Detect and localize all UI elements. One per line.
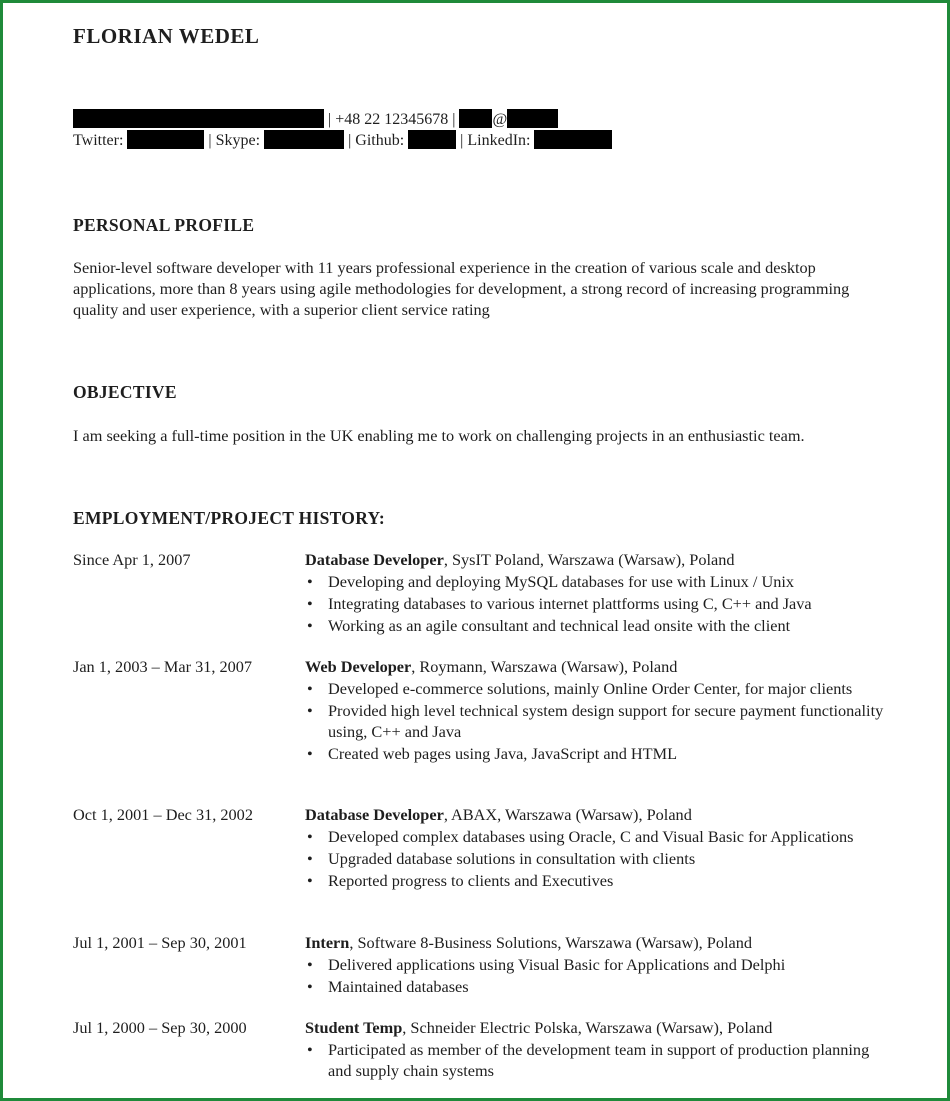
candidate-name: FLORIAN WEDEL <box>73 24 260 48</box>
job-bullet: • Maintained databases <box>305 976 885 997</box>
redacted-skype <box>264 130 344 149</box>
job-date: Oct 1, 2001 – Dec 31, 2002 <box>73 805 253 824</box>
job-role: Intern <box>305 933 350 952</box>
job-bullet: • Created web pages using Java, JavaScript and HTML <box>305 743 885 764</box>
job-bullets <box>305 1039 885 1082</box>
objective-text: I am seeking a full-time position in the UK enabling me to work on challenging projects in an enthusiastic team. <box>73 426 805 445</box>
job-bullet: • Delivered applications using Visual Basic for Applications and Delphi <box>305 954 885 975</box>
job-date: Jul 1, 2000 – Sep 30, 2000 <box>73 1018 247 1037</box>
job-bullet: • Developed complex databases using Oracle, C and Visual Basic for Applications <box>305 826 885 847</box>
job-bullet: • Integrating databases to various internet plattforms using C, C++ and Java <box>305 593 885 614</box>
linkedin-label: | LinkedIn: <box>456 132 535 149</box>
phone-number: | +48 22 12345678 | <box>324 111 460 128</box>
job-company: , ABAX, Warszawa (Warsaw), Poland <box>443 805 692 824</box>
redacted-github <box>408 130 456 149</box>
job-date: Jul 1, 2001 – Sep 30, 2001 <box>73 933 247 952</box>
job-bullet: • Developing and deploying MySQL databases for use with Linux / Unix <box>305 571 885 592</box>
job-title <box>305 657 677 677</box>
job-company: , SysIT Poland, Warszawa (Warsaw), Poland <box>443 550 735 569</box>
job-date: Jan 1, 2003 – Mar 31, 2007 <box>73 657 253 676</box>
job-bullet: • Working as an agile consultant and technical lead onsite with the client <box>305 615 885 636</box>
contact-line-1 <box>73 109 558 130</box>
job-bullets <box>305 826 885 892</box>
job-bullets <box>305 954 885 998</box>
job-date: Since Apr 1, 2007 <box>73 550 191 569</box>
job-bullets <box>305 678 885 765</box>
email-at-sign: @ <box>492 111 508 128</box>
job-bullet: • Participated as member of the development team in support of production planning and supply chain systems <box>305 1039 885 1081</box>
job-bullet: • Developed e-commerce solutions, mainly Online Order Center, for major clients <box>305 678 885 699</box>
job-company: , Schneider Electric Polska, Warszawa (Warsaw), Poland <box>402 1018 773 1037</box>
redacted-linkedin <box>534 130 612 149</box>
employment-heading: EMPLOYMENT/PROJECT HISTORY: <box>73 508 385 528</box>
redacted-email-user <box>459 109 492 128</box>
job-bullet: • Reported progress to clients and Executives <box>305 870 885 891</box>
job-role: Web Developer <box>305 657 412 676</box>
job-title <box>305 933 752 953</box>
job-role: Database Developer <box>305 550 444 569</box>
objective-heading: OBJECTIVE <box>73 382 177 402</box>
job-company: , Software 8-Business Solutions, Warszawa (Warsaw), Poland <box>349 933 753 952</box>
job-role: Database Developer <box>305 805 444 824</box>
skype-label: | Skype: <box>204 132 265 149</box>
job-bullet: • Provided high level technical system design support for secure payment functionality using, C++ and Java <box>305 700 885 742</box>
twitter-label: Twitter: <box>73 132 128 149</box>
profile-heading: PERSONAL PROFILE <box>73 215 255 235</box>
job-title <box>305 1018 772 1038</box>
github-label: | Github: <box>344 132 409 149</box>
profile-text: Senior-level software developer with 11 years professional experience in the creation of various scale and desktop applications, more than 8 years using agile methodologies for development, a strong record of increasing programming quality and user experience, with a superior client service rating <box>73 258 850 319</box>
job-title <box>305 805 692 825</box>
job-role: Student Temp <box>305 1018 403 1037</box>
contact-line-2 <box>73 130 612 151</box>
redacted-email-domain <box>507 109 558 128</box>
job-company: , Roymann, Warszawa (Warsaw), Poland <box>411 657 678 676</box>
job-bullets <box>305 571 885 637</box>
job-bullet: • Upgraded database solutions in consultation with clients <box>305 848 885 869</box>
redacted-address <box>73 109 324 128</box>
redacted-twitter <box>127 130 204 149</box>
job-title <box>305 550 735 570</box>
